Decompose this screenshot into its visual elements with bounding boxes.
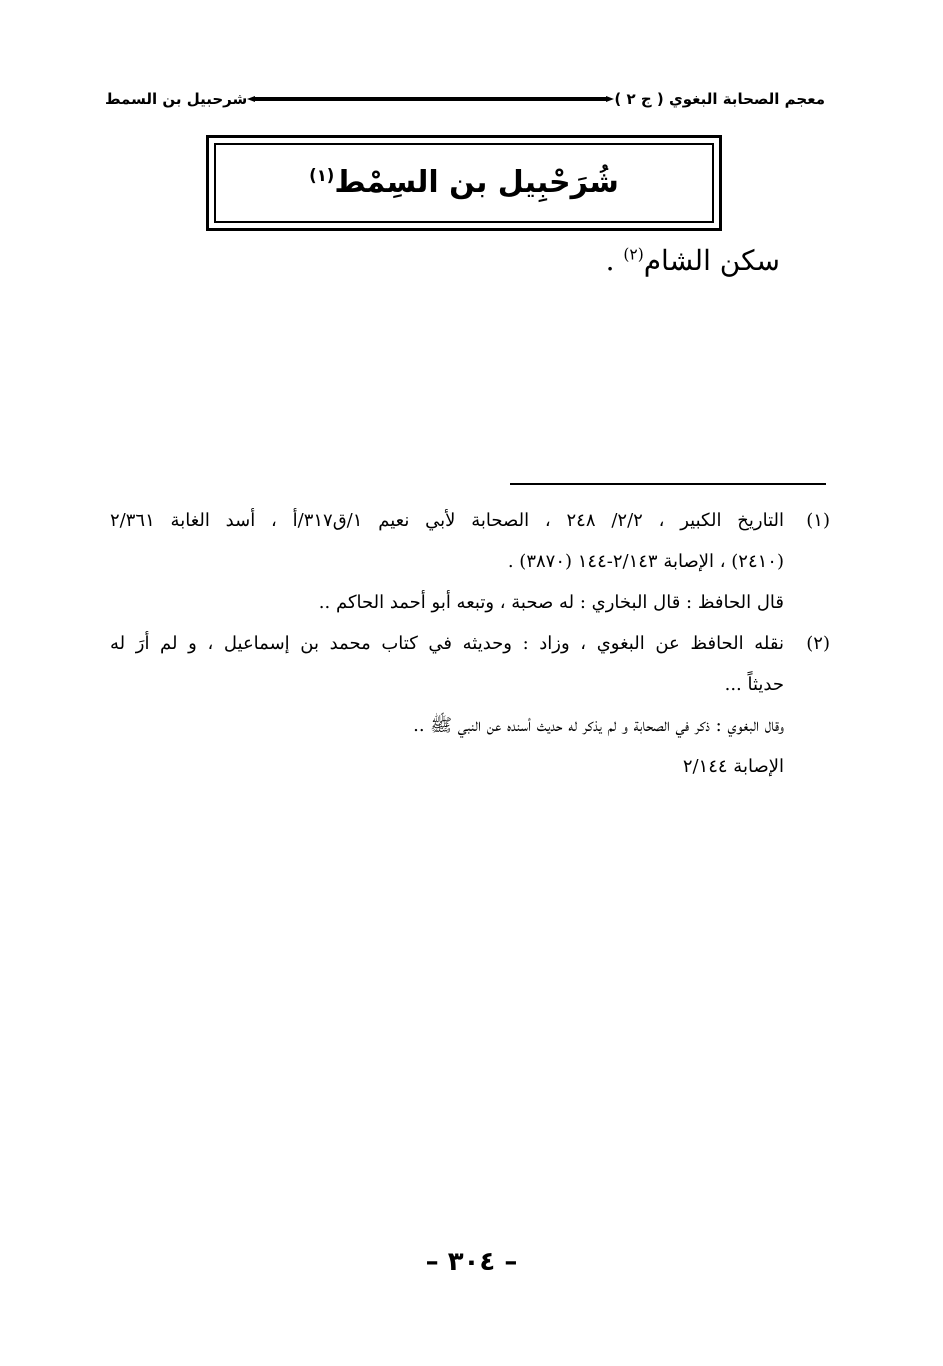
- running-header: [105, 84, 825, 114]
- footnote-line: الإصابة ٢/١٤٤: [682, 756, 784, 777]
- entry-body: [606, 244, 780, 277]
- footnote-line: وقال البغوي : ذكر في الصحابة و لم يذكر له حديث أسنده عن النبي ﷺ ..: [413, 715, 784, 736]
- footnote-number: (٢): [806, 633, 830, 654]
- page-number: – ٣٠٤ –: [425, 1247, 518, 1277]
- footnotes: [110, 500, 830, 787]
- footnote-number: (١): [806, 510, 830, 531]
- body-footnote-ref[interactable]: (٢): [623, 245, 644, 264]
- entry-title-name: شُرَحْبِيل بن السِمْط: [334, 165, 619, 200]
- footnote-line: (٢٤١٠) ، الإصابة ٢/١٤٣-١٤٤ (٣٨٧٠) .: [507, 551, 784, 572]
- footnote-1: [110, 500, 830, 623]
- header-book-title: معجم الصحابة البغوي ( ج ٢ ): [614, 90, 825, 108]
- title-frame: [206, 135, 722, 231]
- entry-body-end: .: [605, 244, 624, 277]
- title-frame-inner: [214, 143, 714, 223]
- title-footnote-ref[interactable]: (١): [309, 166, 335, 185]
- footnote-separator: [510, 483, 826, 485]
- header-rule: [255, 97, 606, 101]
- footnote-line: قال الحافظ : قال البخاري : له صحبة ، وتبعه أبو أحمد الحاكم ..: [318, 592, 784, 613]
- header-entry-name: شرحبيل بن السمط: [105, 90, 248, 108]
- footnote-2: [110, 623, 830, 787]
- footnote-line: التاريخ الكبير ، ٢/٢/ ٢٤٨ ، الصحابة لأبي نعيم ١/ق٣١٧/أ ، أسد الغابة ٢/٣٦١: [110, 510, 784, 531]
- footnote-line: نقله الحافظ عن البغوي ، وزاد : وحديثه في كتاب محمد بن إسماعيل ، و لم أرَ له: [110, 633, 784, 654]
- entry-title: [309, 165, 619, 200]
- footnote-line: حديثاً ...: [724, 674, 784, 695]
- entry-body-text: سكن الشام: [643, 244, 780, 277]
